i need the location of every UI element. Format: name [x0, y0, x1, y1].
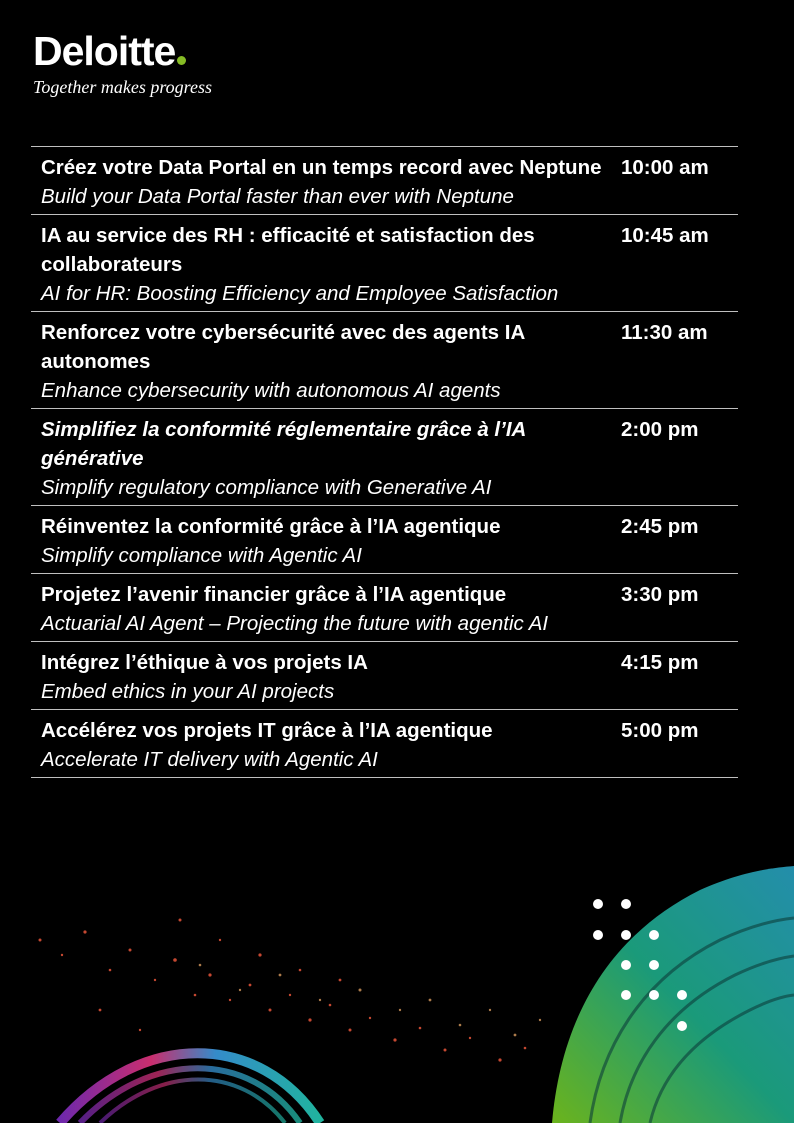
session-titles — [41, 580, 621, 638]
session-time: 2:00 pm — [621, 418, 699, 441]
session-title-fr: IA au service des RH : efficacité et satisfaction des collaborateurs — [41, 224, 535, 276]
session-time: 11:30 am — [621, 321, 708, 344]
agenda-row — [31, 215, 738, 312]
session-title-en: Simplify regulatory compliance with Generative AI — [41, 476, 492, 499]
session-title-en: Embed ethics in your AI projects — [41, 680, 335, 703]
session-time: 3:30 pm — [621, 583, 699, 606]
session-title-fr: Réinventez la conformité grâce à l’IA agentique — [41, 515, 501, 538]
session-titles — [41, 512, 621, 570]
particle-cloud — [39, 919, 527, 1062]
agenda-row — [31, 312, 738, 409]
tagline: Together makes progress — [33, 77, 212, 97]
session-title-en: Build your Data Portal faster than ever with Neptune — [41, 185, 514, 208]
session-titles — [41, 153, 621, 211]
session-title-en: Enhance cybersecurity with autonomous AI agents — [41, 379, 501, 402]
agenda-row — [31, 506, 738, 574]
decorative-artwork — [0, 860, 794, 1123]
session-title-en: Accelerate IT delivery with Agentic AI — [41, 748, 378, 771]
logo-text: Deloitte — [33, 28, 176, 74]
agenda-row — [31, 710, 738, 778]
agenda-row — [31, 409, 738, 506]
session-titles — [41, 648, 621, 706]
session-title-fr: Intégrez l’éthique à vos projets IA — [41, 651, 368, 674]
color-arc — [60, 1053, 320, 1123]
deloitte-logo — [33, 30, 212, 98]
session-titles — [41, 221, 621, 308]
session-titles — [41, 716, 621, 774]
session-title-fr: Simplifiez la conformité réglementaire grâce à l’IA générative — [41, 418, 526, 470]
agenda-table — [31, 146, 738, 778]
session-time: 10:00 am — [621, 156, 709, 179]
session-title-en: Simplify compliance with Agentic AI — [41, 544, 362, 567]
agenda-row — [31, 147, 738, 215]
particle-cloud-light — [199, 964, 542, 1037]
session-time: 2:45 pm — [621, 515, 699, 538]
session-title-fr: Renforcez votre cybersécurité avec des agents IA autonomes — [41, 321, 525, 373]
session-time: 10:45 am — [621, 224, 709, 247]
session-titles — [41, 318, 621, 405]
session-time: 5:00 pm — [621, 719, 699, 742]
session-title-en: Actuarial AI Agent – Projecting the future with agentic AI — [41, 612, 549, 635]
session-title-en: AI for HR: Boosting Efficiency and Employee Satisfaction — [41, 282, 559, 305]
session-time: 4:15 pm — [621, 651, 699, 674]
logo-wordmark — [33, 30, 212, 72]
session-title-fr: Créez votre Data Portal en un temps record avec Neptune — [41, 156, 602, 179]
logo-green-dot — [177, 56, 186, 65]
session-title-fr: Accélérez vos projets IT grâce à l’IA agentique — [41, 719, 493, 742]
agenda-row — [31, 642, 738, 710]
session-title-fr: Projetez l’avenir financier grâce à l’IA agentique — [41, 583, 507, 606]
session-titles — [41, 415, 621, 502]
green-wave — [552, 866, 794, 1123]
agenda-row — [31, 574, 738, 642]
